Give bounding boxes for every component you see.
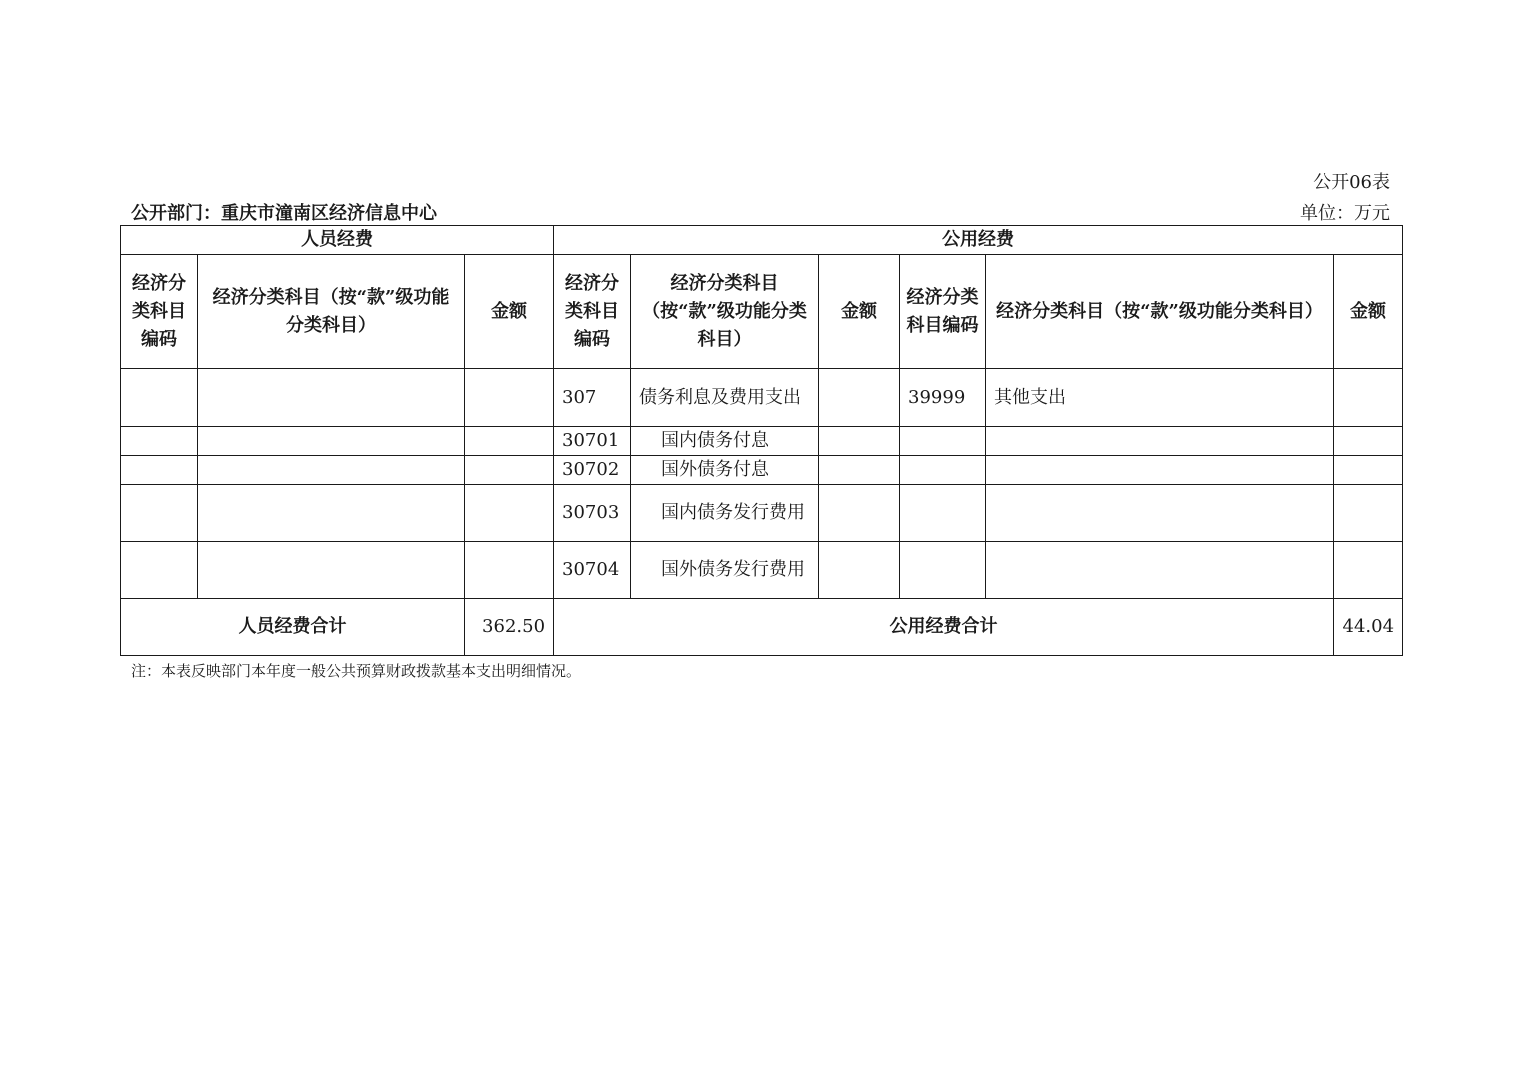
col-header-u2-name: 经济分类科目（按“款”级功能分类科目） xyxy=(986,255,1334,369)
u1-code-cell: 307 xyxy=(554,369,631,427)
col-header-u1-name: 经济分类科目（按“款”级功能分类科目） xyxy=(631,255,819,369)
totals-row xyxy=(121,599,1403,656)
public-total-amount: 44.04 xyxy=(1334,599,1403,656)
p-name-cell xyxy=(198,485,465,542)
p-code-cell xyxy=(121,542,198,599)
public-total-label: 公用经费合计 xyxy=(554,599,1334,656)
column-header-row xyxy=(121,255,1403,369)
department-label: 公开部门：重庆市潼南区经济信息中心 xyxy=(131,203,437,224)
u2-name-cell: 其他支出 xyxy=(986,369,1334,427)
col-header-p-name: 经济分类科目（按“款”级功能分类科目） xyxy=(198,255,465,369)
col-header-u2-amount: 金额 xyxy=(1334,255,1403,369)
u2-name-cell xyxy=(986,485,1334,542)
p-code-cell xyxy=(121,369,198,427)
u2-code-cell: 39999 xyxy=(900,369,986,427)
col-header-u1-amount: 金额 xyxy=(819,255,900,369)
p-name-cell xyxy=(198,456,465,485)
p-amount-cell xyxy=(465,542,554,599)
u1-name-cell: 国内债务付息 xyxy=(631,427,819,456)
table-row xyxy=(121,427,1403,456)
table-row xyxy=(121,456,1403,485)
u1-amount-cell xyxy=(819,456,900,485)
p-name-cell xyxy=(198,427,465,456)
u1-code-cell: 30704 xyxy=(554,542,631,599)
personnel-total-label: 人员经费合计 xyxy=(121,599,465,656)
expenditure-table xyxy=(120,225,1403,656)
u2-name-cell xyxy=(986,456,1334,485)
u1-amount-cell xyxy=(819,485,900,542)
personnel-section-title: 人员经费 xyxy=(121,226,554,255)
u1-code-cell: 30703 xyxy=(554,485,631,542)
p-amount-cell xyxy=(465,456,554,485)
unit-label: 单位：万元 xyxy=(1300,203,1390,224)
col-header-u1-code: 经济分类科目编码 xyxy=(554,255,631,369)
table-row xyxy=(121,485,1403,542)
p-amount-cell xyxy=(465,427,554,456)
p-name-cell xyxy=(198,542,465,599)
p-code-cell xyxy=(121,427,198,456)
section-header-row xyxy=(121,226,1403,255)
p-amount-cell xyxy=(465,485,554,542)
form-number: 公开06表 xyxy=(1313,172,1390,193)
u1-name-cell: 国外债务付息 xyxy=(631,456,819,485)
u2-name-cell xyxy=(986,427,1334,456)
u2-amount-cell xyxy=(1334,485,1403,542)
public-section-title: 公用经费 xyxy=(554,226,1403,255)
u1-name-cell: 国内债务发行费用 xyxy=(631,485,819,542)
p-name-cell xyxy=(198,369,465,427)
u1-name-cell: 国外债务发行费用 xyxy=(631,542,819,599)
col-header-u2-code: 经济分类科目编码 xyxy=(900,255,986,369)
u2-code-cell xyxy=(900,485,986,542)
p-code-cell xyxy=(121,456,198,485)
u1-code-cell: 30701 xyxy=(554,427,631,456)
table-row xyxy=(121,369,1403,427)
u2-code-cell xyxy=(900,427,986,456)
p-code-cell xyxy=(121,485,198,542)
u1-code-cell: 30702 xyxy=(554,456,631,485)
col-header-p-amount: 金额 xyxy=(465,255,554,369)
table-note: 注：本表反映部门本年度一般公共预算财政拨款基本支出明细情况。 xyxy=(131,662,582,680)
u1-amount-cell xyxy=(819,369,900,427)
u2-code-cell xyxy=(900,542,986,599)
table-row xyxy=(121,542,1403,599)
personnel-total-amount: 362.50 xyxy=(465,599,554,656)
u1-amount-cell xyxy=(819,542,900,599)
u2-amount-cell xyxy=(1334,369,1403,427)
u2-amount-cell xyxy=(1334,427,1403,456)
p-amount-cell xyxy=(465,369,554,427)
u2-amount-cell xyxy=(1334,456,1403,485)
col-header-p-code: 经济分类科目编码 xyxy=(121,255,198,369)
u1-name-cell: 债务利息及费用支出 xyxy=(631,369,819,427)
u2-code-cell xyxy=(900,456,986,485)
u2-amount-cell xyxy=(1334,542,1403,599)
u1-amount-cell xyxy=(819,427,900,456)
u2-name-cell xyxy=(986,542,1334,599)
